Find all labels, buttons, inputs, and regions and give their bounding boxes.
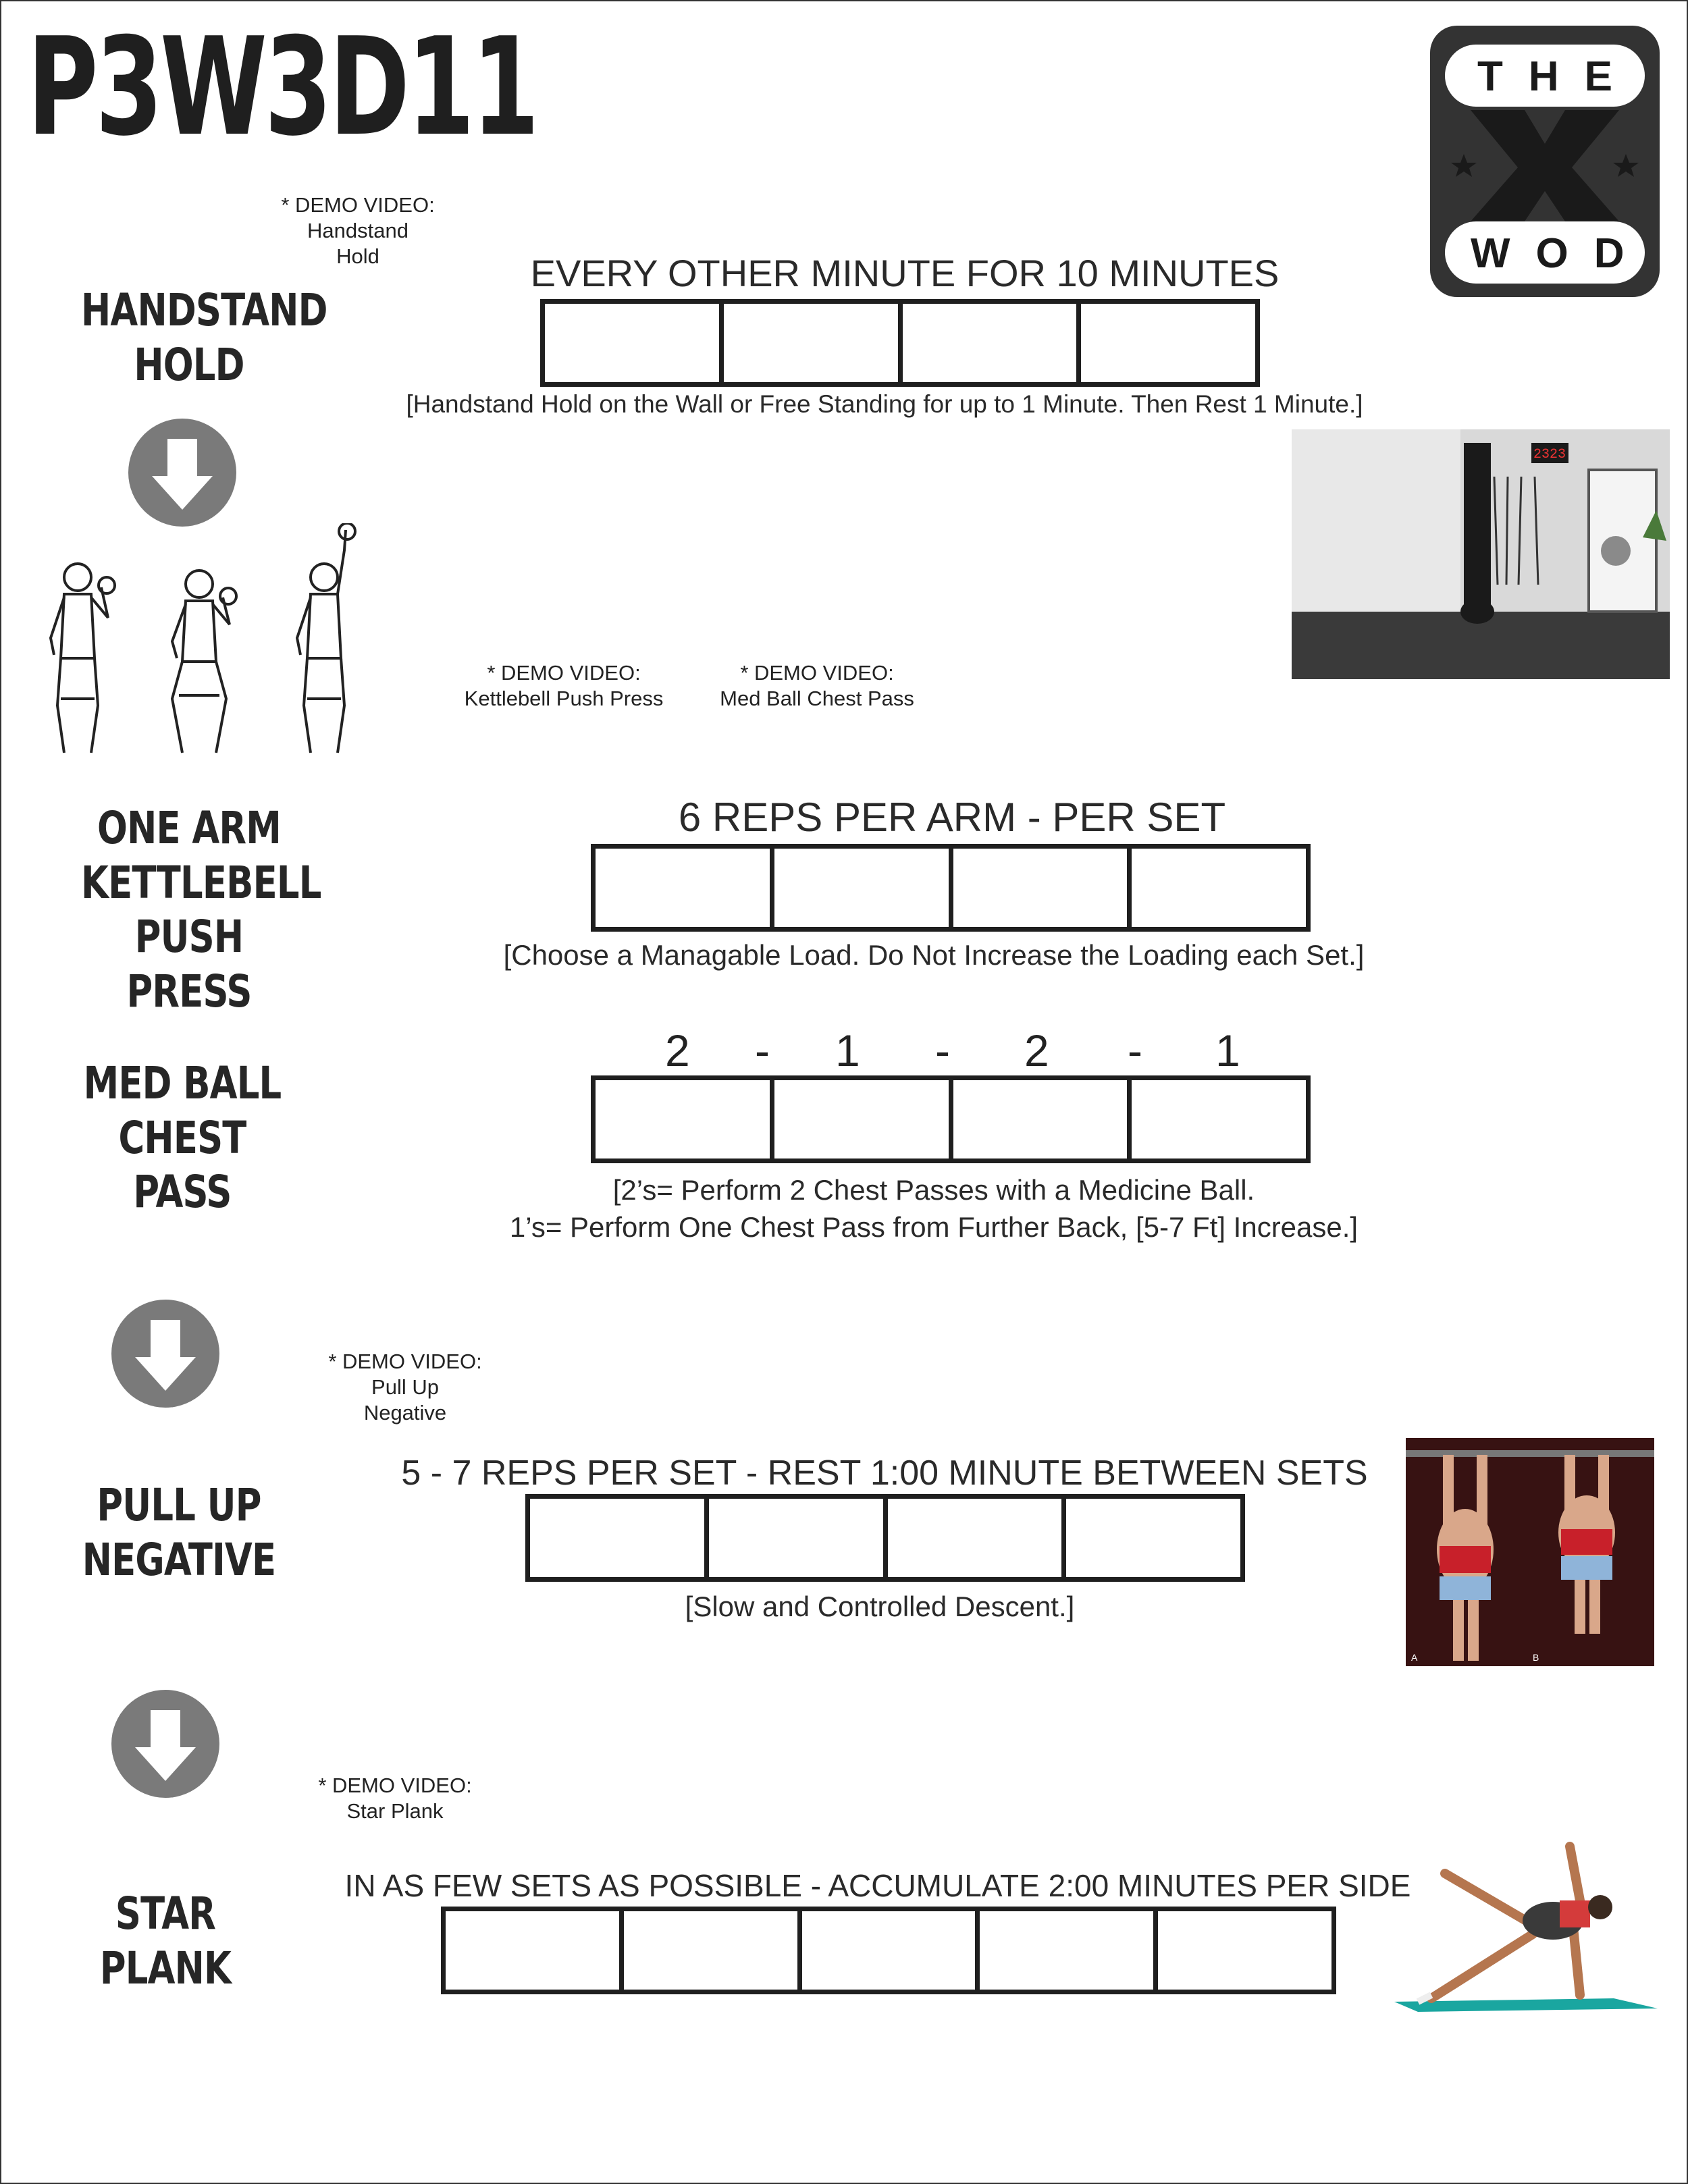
score-box[interactable] — [1158, 1911, 1331, 1990]
kettlebell-score-boxes[interactable] — [591, 844, 1311, 932]
score-box[interactable] — [774, 1080, 953, 1158]
kettlebell-push-press-illustration — [27, 523, 378, 766]
starplank-header: IN AS FEW SETS AS POSSIBLE - ACCUMULATE 2:00 MINUTES PER SIDE — [344, 1868, 1411, 1903]
medball-rep-sequence — [591, 1025, 1311, 1079]
x-wod-logo — [1430, 26, 1660, 297]
rep-separator: - — [1128, 1026, 1142, 1075]
score-box[interactable] — [724, 304, 903, 382]
score-box[interactable] — [774, 849, 953, 927]
score-box[interactable] — [980, 1911, 1158, 1990]
score-box[interactable] — [530, 1499, 709, 1577]
pullup-score-boxes[interactable] — [525, 1494, 1245, 1582]
handstand-score-boxes[interactable] — [540, 299, 1260, 387]
pullup-photo-label-a: A — [1411, 1652, 1418, 1663]
handstand-photo-clock: 2323 — [1533, 447, 1566, 462]
pullup-demo-video-link[interactable]: * DEMO VIDEO: Pull Up Negative — [328, 1350, 482, 1424]
one-arm-kettlebell-push-press-name: ONE ARM KETTLEBELL PUSH PRESS — [81, 802, 321, 1017]
kettlebell-note: [Choose a Managable Load. Do Not Increase the Loading each Set.] — [503, 939, 1365, 971]
score-box[interactable] — [1132, 849, 1306, 927]
score-box[interactable] — [624, 1911, 802, 1990]
medball-demo-video-link[interactable]: * DEMO VIDEO: Med Ball Chest Pass — [720, 661, 914, 710]
star-plank-name: STAR PLANK — [99, 1888, 232, 1994]
score-box[interactable] — [953, 1080, 1132, 1158]
medball-note: [2’s= Perform 2 Chest Passes with a Medicine Ball. 1’s= Perform One Chest Pass from Further Back, [5-7 Ft] Increase.] — [509, 1174, 1359, 1243]
score-box[interactable] — [802, 1911, 980, 1990]
score-box[interactable] — [545, 304, 724, 382]
score-box[interactable] — [446, 1911, 624, 1990]
pullup-note: [Slow and Controlled Descent.] — [685, 1591, 1075, 1622]
rep-value: 1 — [835, 1026, 860, 1075]
score-box[interactable] — [1132, 1080, 1306, 1158]
star-plank-photo — [1391, 1826, 1661, 2015]
score-box[interactable] — [903, 304, 1082, 382]
down-arrow-icon — [111, 1690, 219, 1798]
score-box[interactable] — [1066, 1499, 1240, 1577]
logo-bottom-text: WOD — [1471, 230, 1650, 277]
score-box[interactable] — [1081, 304, 1255, 382]
handstand-photo — [1292, 429, 1670, 679]
down-arrow-icon — [128, 419, 236, 527]
handstand-header: EVERY OTHER MINUTE FOR 10 MINUTES — [530, 252, 1280, 294]
kettlebell-header: 6 REPS PER ARM - PER SET — [678, 795, 1226, 840]
rep-value: 1 — [1215, 1026, 1240, 1075]
rep-separator: - — [755, 1026, 770, 1075]
handstand-hold-name: HANDSTAND HOLD — [81, 284, 327, 391]
rep-value: 2 — [665, 1026, 690, 1075]
score-box[interactable] — [596, 1080, 774, 1158]
pullup-photo-label-b: B — [1533, 1652, 1539, 1663]
score-box[interactable] — [709, 1499, 888, 1577]
logo-top-text: THE — [1477, 53, 1638, 100]
pullup-photo — [1406, 1438, 1654, 1666]
score-box[interactable] — [888, 1499, 1067, 1577]
score-box[interactable] — [953, 849, 1132, 927]
medball-score-boxes[interactable] — [591, 1075, 1311, 1163]
score-box[interactable] — [596, 849, 774, 927]
down-arrow-icon — [111, 1300, 219, 1408]
starplank-score-boxes[interactable] — [441, 1907, 1336, 1994]
page-title: P3W3D11 — [27, 9, 537, 166]
handstand-note: [Handstand Hold on the Wall or Free Standing for up to 1 Minute. Then Rest 1 Minute.] — [406, 390, 1363, 418]
handstand-demo-video-link[interactable]: * DEMO VIDEO: Handstand Hold — [281, 193, 435, 268]
med-ball-chest-pass-name: MED BALL CHEST PASS — [83, 1057, 282, 1219]
pullup-header: 5 - 7 REPS PER SET - REST 1:00 MINUTE BETWEEN SETS — [401, 1454, 1368, 1493]
rep-value: 2 — [1024, 1026, 1049, 1075]
starplank-demo-video-link[interactable]: * DEMO VIDEO: Star Plank — [318, 1774, 472, 1823]
kettlebell-demo-video-link[interactable]: * DEMO VIDEO: Kettlebell Push Press — [464, 661, 664, 710]
pull-up-negative-name: PULL UP NEGATIVE — [82, 1479, 276, 1586]
rep-separator: - — [935, 1026, 950, 1075]
